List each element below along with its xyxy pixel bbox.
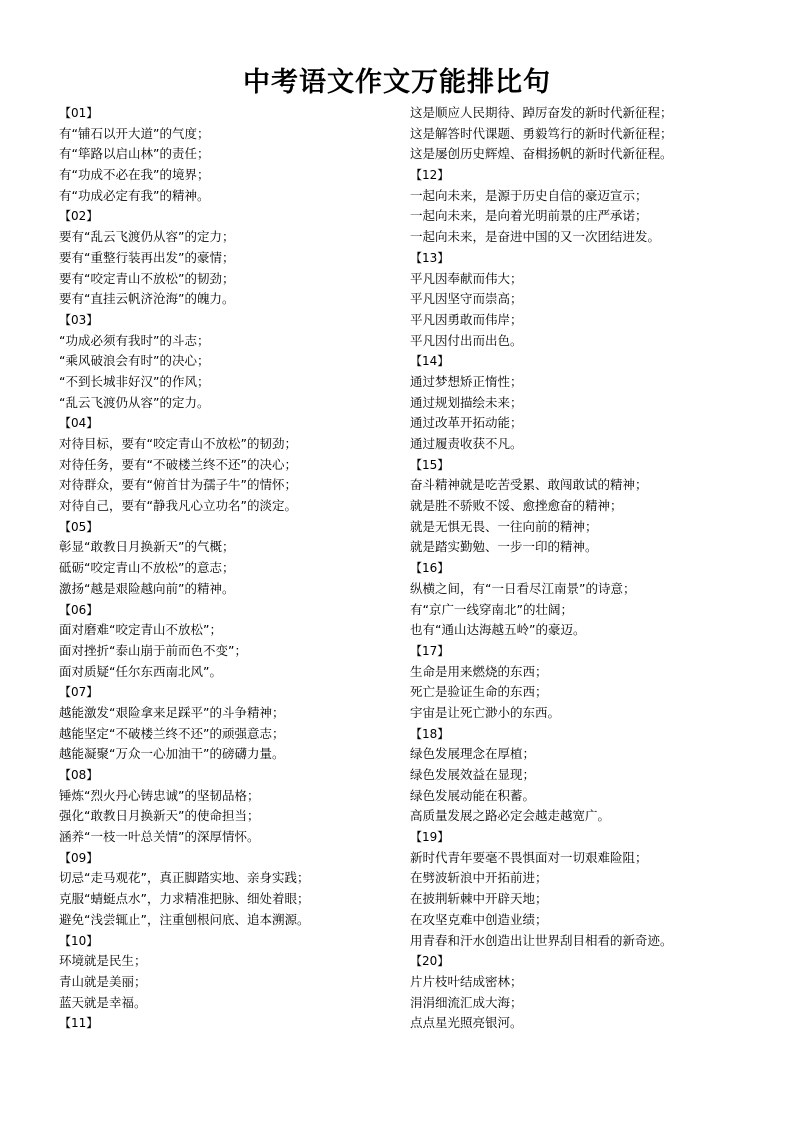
text-line: 一起向未来，是源于历史自信的豪迈宣示； [410, 187, 648, 203]
text-line: 用青春和汗水创造出让世界刮目相看的新奇迹。 [410, 932, 673, 948]
text-line: 有“功成不必在我”的境界； [59, 167, 210, 183]
text-line: 激扬“越是艰险越向前”的精神。 [59, 580, 235, 596]
section-number: 【06】 [59, 602, 99, 617]
text-line: 一起向未来，是奋进中国的又一次团结进发。 [410, 229, 661, 245]
left-column [59, 103, 394, 1034]
text-line: 有“功成必定有我”的精神。 [59, 187, 210, 203]
section-number: 【02】 [59, 209, 99, 224]
section-number: 【05】 [59, 519, 99, 534]
text-line: 要有“乱云飞渡仍从容”的定力； [59, 229, 235, 245]
text-line: 环境就是民生； [59, 953, 147, 969]
section-number: 【04】 [59, 416, 99, 431]
text-line: 绿色发展动能在积蓄。 [410, 787, 536, 803]
text-line: 就是无惧无畏、一往向前的精神； [410, 518, 598, 534]
text-line: 对待目标，要有“咬定青山不放松”的韧劲； [59, 436, 297, 451]
text-line: 生命是用来燃烧的东西； [410, 663, 548, 679]
section-number: 【11】 [59, 1016, 99, 1031]
section-number: 【17】 [410, 643, 450, 658]
section-number: 【18】 [410, 726, 450, 741]
text-line: 新时代青年要毫不畏惧面对一切艰难险阻； [410, 849, 648, 865]
text-line: 一起向未来，是向着光明前景的庄严承诺； [410, 208, 648, 224]
text-line: 对待自己，要有“静我凡心立功名”的淡定。 [59, 498, 297, 514]
text-line: “乘风破浪会有时”的决心； [59, 353, 210, 369]
text-line: 宇宙是让死亡渺小的东西。 [410, 704, 561, 720]
section-number: 【16】 [410, 561, 450, 576]
section-number: 【13】 [410, 250, 450, 265]
text-line: 有“筚路以启山林”的责任； [59, 146, 210, 162]
text-line: 对待任务，要有“不破楼兰终不还”的决心； [59, 456, 297, 472]
text-line: 平凡因勇敢而伟岸； [410, 311, 523, 327]
text-line: 这是解答时代课题、勇毅笃行的新时代新征程； [410, 125, 673, 141]
section-number: 【03】 [59, 312, 99, 327]
text-line: 面对质疑“任尔东西南北风”。 [59, 663, 222, 679]
text-line: 有“铺石以开大道”的气度； [59, 125, 210, 141]
text-line: 越能激发“艰险拿来足踩平”的斗争精神； [59, 704, 285, 720]
text-line: 克服“蜻蜓点水”，力求精准把脉、细处着眼； [59, 891, 310, 907]
text-line: 涵养“一枝一叶总关情”的深厚情怀。 [59, 829, 260, 845]
text-line: “乱云飞渡仍从容”的定力。 [59, 394, 210, 410]
text-line: 要有“咬定青山不放松”的韧劲； [59, 270, 235, 286]
section-number: 【07】 [59, 685, 99, 700]
text-line: 在劈波斩浪中开拓前进； [410, 870, 548, 886]
page-title: 中考语文作文万能排比句 [243, 67, 551, 98]
section-number: 【15】 [410, 457, 450, 472]
section-number: 【19】 [410, 830, 450, 845]
text-line: 平凡因坚守而崇高； [410, 291, 523, 307]
text-line: 切忌“走马观花”，真正脚踏实地、亲身实践； [59, 870, 310, 886]
text-line: 高质量发展之路必定会越走越宽广。 [410, 808, 611, 824]
text-line: 要有“直挂云帆济沧海”的魄力。 [59, 291, 235, 307]
text-line: 通过履责收获不凡。 [410, 436, 523, 451]
text-line: 越能凝聚“万众一心加油干”的磅礴力量。 [59, 746, 285, 762]
text-line: 平凡因奉献而伟大； [410, 270, 523, 286]
text-line: 在攻坚克难中创造业绩； [410, 911, 548, 927]
text-line: 这是屡创历史辉煌、奋楫扬帆的新时代新征程。 [410, 146, 673, 162]
text-line: 有“京广一线穿南北”的壮阔； [410, 601, 573, 617]
text-line: “不到长城非好汉”的作风； [59, 373, 210, 389]
text-line: 强化“敢教日月换新天”的使命担当； [59, 808, 260, 824]
text-line: 平凡因付出而出色。 [410, 332, 523, 348]
text-line: 绿色发展效益在显现； [410, 767, 536, 782]
text-line: 通过梦想矫正惰性； [410, 373, 523, 389]
text-line: “功成必须有我时”的斗志； [59, 332, 210, 348]
section-number: 【12】 [410, 168, 450, 183]
text-line: 通过改革开拓动能； [410, 415, 523, 431]
section-number: 【08】 [59, 768, 99, 782]
text-line: 避免“浅尝辄止”，注重刨根问底、追本溯源。 [59, 911, 310, 927]
text-line: 这是顺应人民期待、踔厉奋发的新时代新征程； [410, 105, 673, 120]
section-number: 【20】 [410, 954, 450, 969]
text-line: 绿色发展理念在厚植； [410, 746, 536, 762]
text-line: 就是踏实勤勉、一步一印的精神。 [410, 539, 598, 555]
text-line: 越能坚定“不破楼兰终不还”的顽强意志； [59, 725, 285, 741]
section-number: 【09】 [59, 850, 99, 865]
section-number: 【01】 [59, 106, 99, 120]
text-line: 对待群众，要有“俯首甘为孺子牛”的情怀； [59, 477, 297, 493]
text-line: 也有“通山达海越五岭”的豪迈。 [410, 622, 586, 638]
text-line: 面对磨难“咬定青山不放松”； [59, 622, 222, 638]
text-line: 面对挫折“泰山崩于前而色不变”； [59, 642, 247, 658]
text-line: 砥砺“咬定青山不放松”的意志； [59, 560, 235, 576]
section-number: 【14】 [410, 354, 450, 369]
right-column [410, 103, 750, 1034]
text-line: 在披荆斩棘中开辟天地； [410, 891, 548, 907]
section-number: 【10】 [59, 933, 99, 948]
text-line: 点点星光照亮银河。 [410, 1015, 523, 1031]
text-line: 青山就是美丽； [59, 973, 147, 989]
text-line: 蓝天就是幸福。 [59, 994, 147, 1010]
text-line: 涓涓细流汇成大海； [410, 994, 523, 1010]
text-line: 锤炼“烈火丹心铸忠诚”的坚韧品格； [59, 787, 260, 803]
text-line: 片片枝叶结成密林； [410, 973, 523, 989]
text-line: 要有“重整行装再出发”的豪情； [59, 249, 235, 265]
text-line: 通过规划描绘未来； [410, 394, 523, 410]
text-line: 彰显“敢教日月换新天”的气概； [59, 539, 235, 555]
text-line: 奋斗精神就是吃苦受累、敢闯敢试的精神； [410, 477, 648, 493]
text-line: 死亡是验证生命的东西； [410, 684, 548, 700]
text-line: 纵横之间，有“一日看尽江南景”的诗意； [410, 580, 636, 596]
text-line: 就是胜不骄败不馁、愈挫愈奋的精神； [410, 498, 623, 514]
